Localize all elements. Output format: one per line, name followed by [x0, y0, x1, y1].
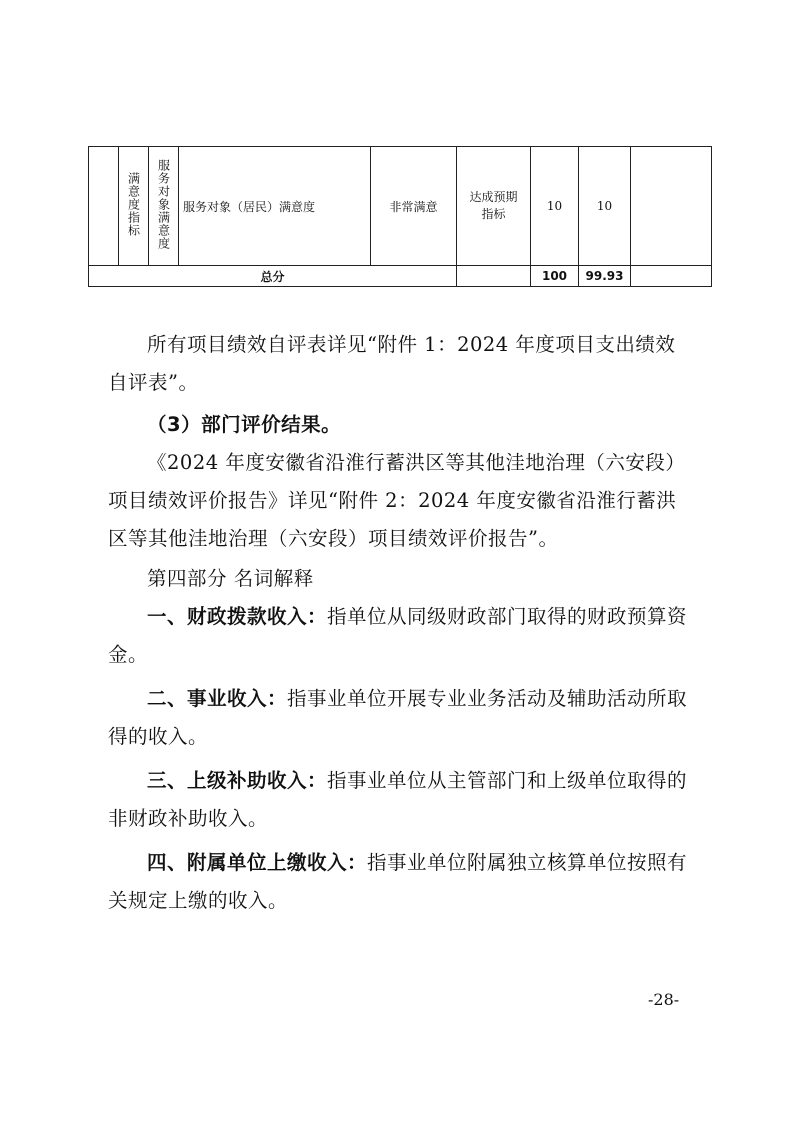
level2-cell: 满意度指标 [119, 147, 149, 266]
weight-cell: 10 [531, 147, 579, 266]
indicator-cell: 服务对象（居民）满意度 [179, 147, 371, 266]
term-desc: 指事业单位从主管部门和上级单位取得的非财政补助收入。 [108, 769, 688, 830]
remark-cell [631, 147, 712, 266]
total-remark [631, 266, 712, 287]
page-number: -28- [648, 990, 680, 1009]
term-definition-2 [108, 680, 693, 756]
total-row [89, 266, 712, 287]
performance-table [88, 146, 712, 287]
total-score: 99.93 [579, 266, 631, 287]
term-definition-3 [108, 762, 693, 838]
total-label: 总分 [89, 266, 457, 287]
term-label: 三、上级补助收入： [147, 769, 328, 792]
score-cell: 10 [579, 147, 631, 266]
paragraph-attachment2: 《2024 年度安徽省沿淮行蓄洪区等其他洼地治理（六安段）项目绩效评价报告》详见“附件 2：2024 年度安徽省沿淮行蓄洪区等其他洼地治理（六安段）项目绩效评价报告”。 [108, 451, 686, 550]
term-desc: 指事业单位附属独立核算单位按照有关规定上缴的收入。 [108, 851, 688, 912]
actual-cell: 达成预期指标 [457, 147, 531, 266]
table-row [89, 147, 712, 266]
term-label: 四、附属单位上缴收入： [147, 851, 368, 874]
target-cell: 非常满意 [371, 147, 457, 266]
term-label: 一、财政拨款收入： [147, 605, 328, 628]
section-heading-3: （3）部门评价结果。 [147, 413, 342, 436]
part4-heading: 第四部分 名词解释 [147, 567, 314, 590]
level3-cell: 服务对象满意度 [149, 147, 179, 266]
paragraph-attachment1: 所有项目绩效自评表详见“附件 1：2024 年度项目支出绩效自评表”。 [108, 333, 676, 394]
term-desc: 指单位从同级财政部门取得的财政预算资金。 [108, 605, 688, 666]
term-definition-4 [108, 844, 693, 920]
total-weight: 100 [531, 266, 579, 287]
term-label: 二、事业收入： [147, 687, 288, 710]
term-desc: 指事业单位开展专业业务活动及辅助活动所取得的收入。 [108, 687, 688, 748]
total-empty-cell [457, 266, 531, 287]
level1-cell [89, 147, 119, 266]
term-definition-1 [108, 598, 693, 674]
